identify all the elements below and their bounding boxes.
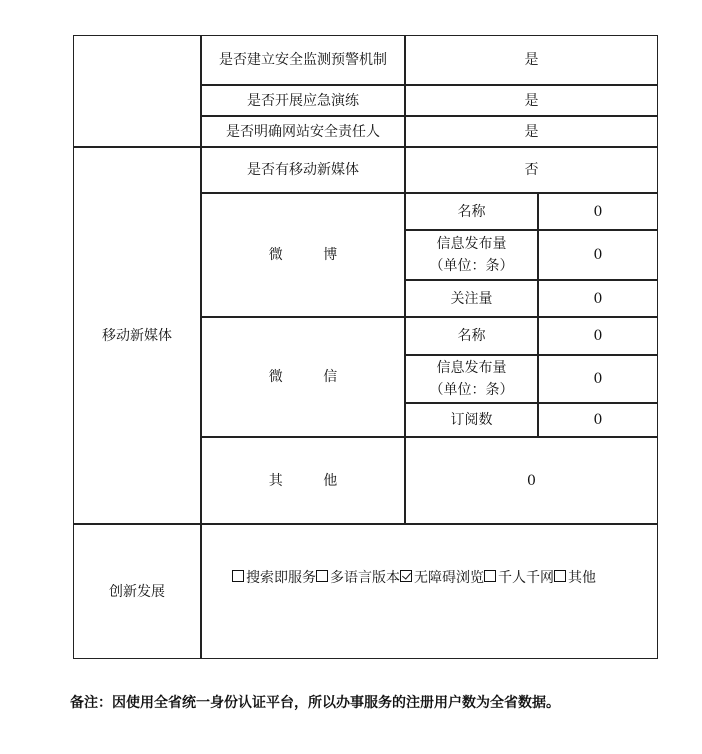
wechat-label <box>201 317 405 437</box>
other-media-label-text: 其 他 <box>268 472 356 489</box>
wechat-name-label-text: 名称 <box>457 328 486 344</box>
weibo-name-label <box>405 193 538 230</box>
has-mobile-media-value <box>405 147 658 193</box>
monitor-warning-label-text: 是否建立安全监测预警机制 <box>219 52 387 68</box>
other-media-value <box>405 437 658 524</box>
wechat-subs-value-text: 0 <box>593 412 603 428</box>
other-media-label <box>201 437 405 524</box>
wechat-name-label <box>405 317 538 355</box>
option-label: 无障碍浏览 <box>414 569 484 586</box>
footnote: 备注：因使用全省统一身份认证平台，所以办事服务的注册用户数为全省数据。 <box>70 695 560 711</box>
option-search-as-service[interactable] <box>232 567 316 589</box>
security-section-label-cell <box>73 35 201 147</box>
has-mobile-media-value-text: 否 <box>524 162 539 178</box>
wechat-subs-label <box>405 403 538 437</box>
option-personalized[interactable] <box>484 567 554 589</box>
weibo-posts-label-line2: （单位：条） <box>429 258 514 274</box>
weibo-name-value <box>538 193 658 230</box>
emergency-drill-label-text: 是否开展应急演练 <box>247 92 359 109</box>
checkbox-icon[interactable] <box>232 570 244 582</box>
checkbox-icon[interactable] <box>554 570 566 582</box>
responsible-person-value-text: 是 <box>524 123 539 140</box>
weibo-posts-value <box>538 230 658 280</box>
option-label: 搜索即服务 <box>246 569 316 586</box>
has-mobile-media-label <box>201 147 405 193</box>
wechat-label-text: 微 信 <box>268 369 356 385</box>
wechat-name-value <box>538 317 658 355</box>
weibo-posts-value-text: 0 <box>593 247 603 263</box>
option-accessibility[interactable] <box>400 567 484 589</box>
weibo-name-label-text: 名称 <box>457 203 486 220</box>
responsible-person-value <box>405 116 658 147</box>
checkbox-icon[interactable] <box>316 570 328 582</box>
wechat-posts-label-line1: 信息发布量 <box>436 360 507 376</box>
wechat-posts-value-text: 0 <box>593 371 603 387</box>
option-label: 千人千网 <box>498 569 554 586</box>
weibo-follow-value-text: 0 <box>593 290 603 307</box>
wechat-posts-label <box>405 355 538 403</box>
wechat-subs-value <box>538 403 658 437</box>
weibo-follow-label <box>405 280 538 317</box>
option-multilingual[interactable] <box>316 567 400 589</box>
weibo-posts-label <box>405 230 538 280</box>
has-mobile-media-label-text: 是否有移动新媒体 <box>247 162 359 178</box>
option-label: 其他 <box>568 569 596 586</box>
mobile-media-section-label <box>73 147 201 524</box>
weibo-posts-label-line1: 信息发布量 <box>436 236 507 252</box>
weibo-name-value-text: 0 <box>593 203 603 220</box>
monitor-warning-label <box>201 35 405 85</box>
wechat-subs-label-text: 订阅数 <box>450 412 493 428</box>
other-media-value-text: 0 <box>527 472 536 489</box>
weibo-follow-value <box>538 280 658 317</box>
responsible-person-label-text: 是否明确网站安全责任人 <box>226 123 380 140</box>
weibo-label-text: 微 博 <box>268 247 356 263</box>
responsible-person-label <box>201 116 405 147</box>
mobile-media-section-label-text: 移动新媒体 <box>102 327 172 344</box>
option-label: 多语言版本 <box>330 569 400 586</box>
monitor-warning-value <box>405 35 658 85</box>
wechat-name-value-text: 0 <box>593 328 603 344</box>
option-other[interactable] <box>554 567 596 589</box>
innovation-label <box>73 524 201 659</box>
weibo-label <box>201 193 405 317</box>
innovation-label-text: 创新发展 <box>109 583 165 600</box>
wechat-posts-value <box>538 355 658 403</box>
innovation-options <box>201 524 658 659</box>
checked-checkbox-icon[interactable] <box>400 570 412 582</box>
weibo-follow-label-text: 关注量 <box>450 290 493 307</box>
wechat-posts-label-line2: （单位：条） <box>429 382 514 398</box>
emergency-drill-label <box>201 85 405 116</box>
emergency-drill-value <box>405 85 658 116</box>
emergency-drill-value-text: 是 <box>524 92 539 109</box>
monitor-warning-value-text: 是 <box>524 52 539 68</box>
checkbox-icon[interactable] <box>484 570 496 582</box>
